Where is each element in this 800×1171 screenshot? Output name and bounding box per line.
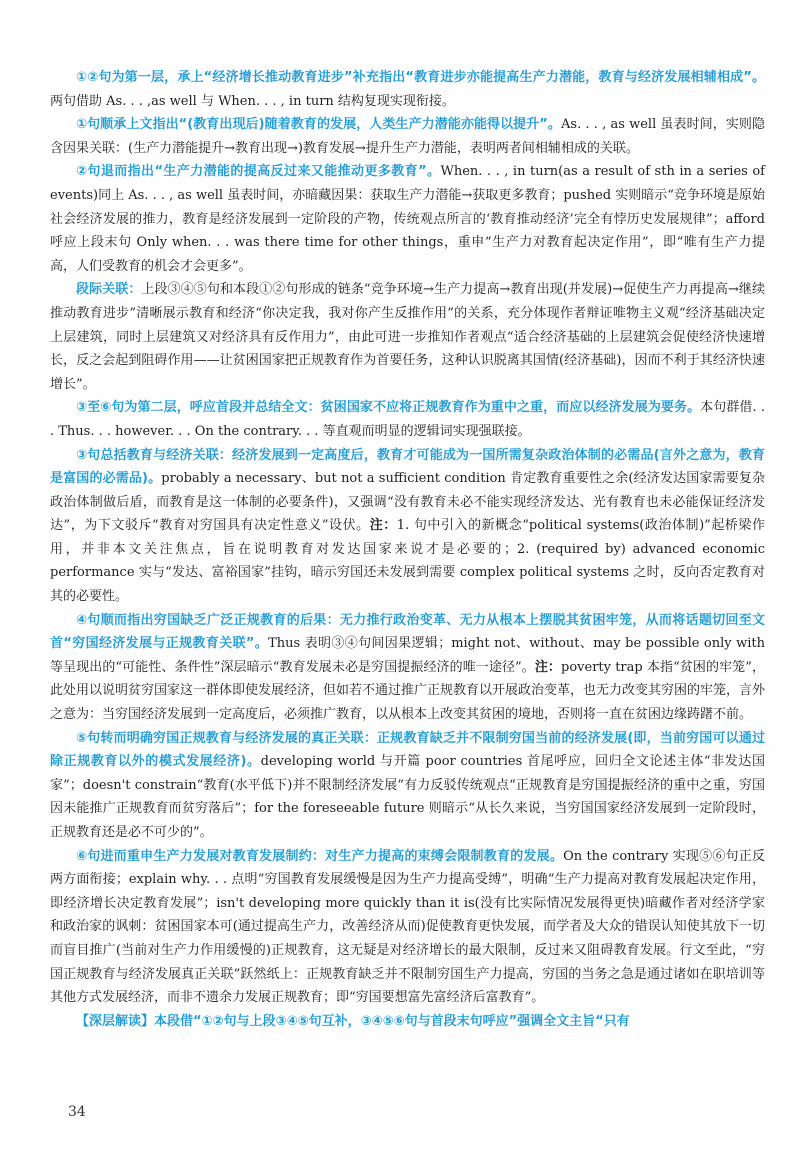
page-number: 34 [68, 1104, 86, 1120]
highlighted-summary: ①②句为第一层，承上“经济增长推动教育进步”补充指出“教育进步亦能提高生产力潜能，教育与经济发展相辅相成”。 [76, 70, 765, 85]
body-text: developing world 与开篇 poor countries 首尾呼应，回归全文论述主体“非发达国家”；doesn't constrain“教育(水平低下)并不限制经济发展”有力反驳传统观点“正规教育是穷国提振经济的重中之重，穷国因未能推广正规教育而贫穷落后”；for the foreseeable future 则暗示“从长久来说，当穷国国家经济发展到一定阶段时，正规教育还是必不可少的”。 [50, 754, 765, 840]
body-text: 两句借助 As. . . ,as well 与 When. . . , in turn 结构复现实现衔接。 [50, 93, 455, 109]
body-text: probably a necessary、but not a sufficient condition 肯定教育重要性之余(经济发达国家需要复杂政治体制做后盾，而教育是这一体制的必要条件)，又强调“没有教育未必不能实现经济发达、光有教育也未必能保证经济发达”，为下文驳斥“教育对穷国具有决定性意义”设伏。 [50, 471, 765, 534]
analysis-paragraph [50, 444, 765, 609]
highlighted-summary: 【深层解读】本段借“①②句与上段③④⑤句互补，③④⑤⑥句与首段末句呼应”强调全文主旨“只有 [76, 1013, 630, 1029]
note-label: 注： [369, 518, 397, 534]
analysis-paragraph [50, 1010, 765, 1034]
highlighted-summary: ④句顺而指出穷国缺乏广泛正规教育的后果：无力推行政治变革、无力从根本上摆脱其贫困牢笼，从而将话题切回至文首“穷国经济发展与正规教育关联”。 [50, 612, 765, 652]
body-text: 上段③④⑤句和本段①②句形成的链条“竞争环境→生产力提高→教育出现(并发展)→促使生产力再提高→继续推动教育进步”清晰展示教育和经济“你决定我，我对你产生反推作用”的关系，充分体现作者辩证唯物主义观“经济基础决定上层建筑，同时上层建筑又对经济具有反作用力”，由此可进一步推知作者观点“适合经济基础的上层建筑会促使经济快速增长，反之会起到阻碍作用——让贫困国家把正规教育作为首要任务，这种认识脱离其国情(经济基础)，因而不利于其经济快速增长”。 [50, 282, 765, 392]
body-text: When. . . , in turn(as a result of sth in a series of events)同上 As. . . , as well 虽表时间，亦暗藏因果：获取生产力潜能→获取更多教育；pushed 实则暗示“竞争环境是原始社会经济发展的推力，教育是经济发展到一定阶段的产物，传统观点所言的‘教育推动经济’完全有悖历史发展规律”；afford 呼应上段末句 Only when. . . was there time for other things，重申“生产力对教育起决定作用”，即“唯有生产力提高，人们受教育的机会才会更多”。 [50, 164, 765, 274]
analysis-paragraph [50, 396, 765, 443]
note-label: 注： [534, 659, 562, 675]
highlighted-summary: 段际关联： [76, 282, 142, 298]
analysis-paragraph [50, 727, 765, 845]
analysis-paragraph [50, 278, 765, 396]
body-text: 1. 句中引入的新概念“political systems(政治体制)”起桥梁作用，并非本文关注焦点，旨在说明教育对发达国家来说才是必要的；2. (required by) advanced economic performance 实与“发达、富裕国家”挂钩，暗示穷国还未发展到需要 complex political systems 之时，反向否定教育对其的必要性。 [50, 518, 765, 605]
analysis-paragraph [50, 845, 765, 1010]
highlighted-summary: ②句退而指出“生产力潜能的提高反过来又能推动更多教育”。 [76, 164, 441, 180]
analysis-paragraph [50, 609, 765, 727]
highlighted-summary: ①句顺承上文指出“(教育出现后)随着教育的发展，人类生产力潜能亦能得以提升”。 [76, 117, 562, 133]
body-text: Thus 表明③④句间因果逻辑；might not、without、may be possible only with 等呈现出的“可能性、条件性”深层暗示“教育发展未必是穷国提振经济的唯一途径”。 [50, 636, 766, 675]
highlighted-summary: ⑤句转而明确穷国正规教育与经济发展的真正关联：正规教育缺乏并不限制穷国当前的经济发展(即，当前穷国可以通过除正规教育以外的模式发展经济)。 [50, 730, 765, 770]
highlighted-summary: ⑥句进而重申生产力发展对教育发展制约：对生产力提高的束缚会限制教育的发展。 [76, 848, 564, 864]
highlighted-summary: ③至⑥句为第二层，呼应首段并总结全文：贫困国家不应将正规教育作为重中之重，而应以经济发展为要务。 [76, 400, 701, 416]
analysis-paragraph [50, 66, 765, 113]
analysis-paragraph [50, 160, 765, 278]
analysis-paragraph [50, 113, 765, 160]
body-text: On the contrary 实现⑤⑥句正反两方面衔接；explain why. . . 点明“穷国教育发展缓慢是因为生产力提高受缚”，明确“生产力提高对教育发展起决定作用，即经济增长决定教育发展”；isn't developing more quickly than it is(没有比实际情况发展得更快)暗藏作者对经济学家和政治家的讽刺：贫困国家本可(通过提高生产力，改善经济从而)促使教育更快发展，而学者及大众的错误认知使其放下一切而盲目推广(当前对生产力作用缓慢的)正规教育，这无疑是对经济增长的最大限制，反过来又阻碍教育发展。行文至此，“穷国正规教育与经济发展真正关联”跃然纸上：正规教育缺乏并不限制穷国生产力提高，穷国的当务之急是通过诸如在职培训等其他方式发展经济，而非不遗余力发展正规教育；即“穷国要想富先富经济后富教育”。 [50, 848, 765, 1006]
main-text [50, 66, 765, 1033]
body-text: 本句群借. . . Thus. . . however. . . On the contrary. . . 等直观而明显的逻辑词实现强联接。 [50, 400, 766, 439]
body-text: poverty trap 本指“贫困的牢笼”，此处用以说明贫穷国家这一群体即使发展经济，但如若不通过推广正规教育以开展政治变革，也无力改变其穷困的牢笼，言外之意为：当穷国经济发展到一定高度后，必须推广教育，以从根本上改变其贫困的境地，否则将一直在贫困边缘踌躇不前。 [50, 659, 766, 723]
highlighted-summary: ③句总括教育与经济关联：经济发展到一定高度后，教育才可能成为一国所需复杂政治体制的必需品(言外之意为，教育是富国的必需品)。 [50, 447, 765, 487]
body-text: As. . . , as well 虽表时间，实则隐含因果关联：(生产力潜能提升→教育出现→)教育发展→提升生产力潜能，表明两者间相辅相成的关联。 [50, 117, 765, 156]
